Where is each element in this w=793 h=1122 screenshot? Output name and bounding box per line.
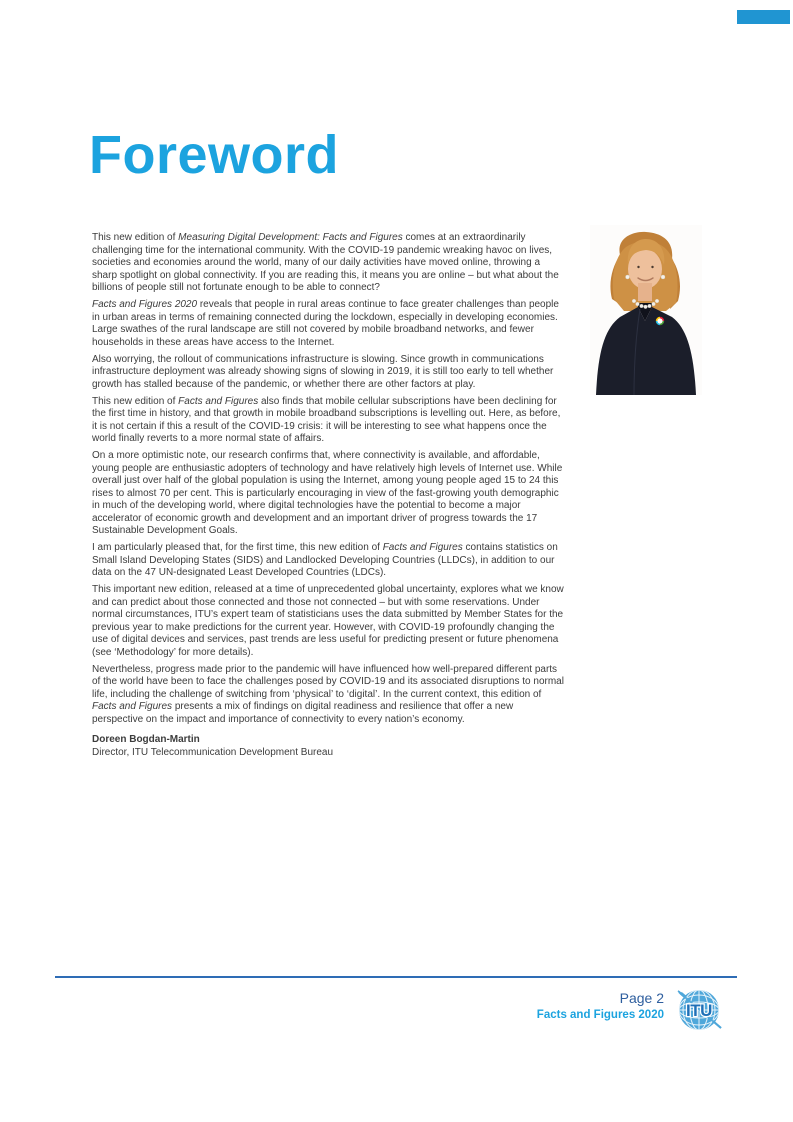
itu-logo-text: ITU xyxy=(686,1001,712,1020)
report-title: Facts and Figures 2020 xyxy=(536,1009,664,1021)
foreword-paragraph: This important new edition, released at a time of unprecedented global uncertainty, explores what we know and can predict about those connected and those not connected – but with some reservations. Under normal circumstances, ITU’s expert team of statisticians uses the data submitted by Member States for the previous year to make predictions for the current year. However, with COVID-19 profoundly changing the use of digital devices and services, past trends are less useful for predicting present or future phenomena (see ‘Methodology’ for more details). xyxy=(92,584,564,658)
foreword-paragraph: This new edition of Measuring Digital Development: Facts and Figures comes at an extraordinarily challenging time for the international community. With the COVID-19 pandemic wreaking havoc on lives, societies and economies around the world, many of our daily activities have moved online, throwing a sharp spotlight on global connectivity. If you are reading this, it means you are online – but what about the billions of people still not fortunate enough to be able to connect? xyxy=(92,232,559,293)
foreword-paragraph: This new edition of Facts and Figures also finds that mobile cellular subscriptions have been declining for the first time in history, and that growth in mobile broadband subscriptions is levelling out. Here, as before, it is not certain if this a result of the COVID-19 crisis: it will be interesting to see what happens once the world finally reverts to a more normal state of affairs. xyxy=(92,395,561,444)
foreword-paragraph: Also worrying, the rollout of communications infrastructure is slowing. Since growth in communications infrastructure deployment was already showing signs of slowing in 2019, it is still too early to tell whether growth has stalled because of the pandemic, or whether there are other factors at play. xyxy=(92,353,554,390)
foreword-paragraphs xyxy=(92,232,565,726)
page-corner-accent-bar xyxy=(737,10,790,24)
portrait-photo-doreen-bogdan-martin xyxy=(590,224,702,396)
itu-logo-icon xyxy=(676,987,722,1033)
foreword-paragraph: On a more optimistic note, our research confirms that, where connectivity is available, and affordable, young people are enthusiastic adopters of technology and have relatively high levels of Internet use. While overall just over half of the global population is using the Internet, among young people aged 15 to 24 this rises to almost 70 per cent. This is particularly encouraging in view of the fast-growing youth demographic in much of the developing world, where digital technologies have the potential to become a major accelerator of economic growth and development and an important driver of progress towards the 17 Sustainable Development Goals. xyxy=(92,450,563,536)
foreword-paragraph: Nevertheless, progress made prior to the pandemic will have influenced how well-prepared different parts of the world have been to face the challenges posed by COVID-19 and its associated disruptions to normal life, including the challenge of switching from ‘physical’ to ‘digital’. In the current context, this edition of Facts and Figures presents a mix of findings on digital readiness and resilience that offer a new perspective on the impact and importance of connectivity to every nation’s economy. xyxy=(92,663,564,725)
signature-block xyxy=(92,734,565,759)
foreword-paragraph: Facts and Figures 2020 reveals that people in rural areas continue to face greater challenges than people in urban areas in terms of remaining connected during the lockdown, especially in developing economies. Large swathes of the rural landscape are still not covered by mobile broadband networks, and fewer households in these areas have access to the Internet. xyxy=(92,299,559,348)
page-number: Page 2 xyxy=(619,990,664,1006)
footer-divider-line xyxy=(55,976,737,978)
signature-name: Doreen Bogdan-Martin xyxy=(92,734,200,745)
footer xyxy=(400,990,664,1022)
sdg-pin xyxy=(657,318,664,325)
foreword-body xyxy=(92,232,565,759)
page-title: Foreword xyxy=(89,125,340,185)
foreword-paragraph: I am particularly pleased that, for the first time, this new edition of Facts and Figures contains statistics on Small Island Developing States (SIDS) and Landlocked Developing Countries (LLDCs), in addition to our data on the 47 UN-designated Least Developed Countries (LDCs). xyxy=(92,542,558,578)
signature-role: Director, ITU Telecommunication Development Bureau xyxy=(92,746,334,758)
